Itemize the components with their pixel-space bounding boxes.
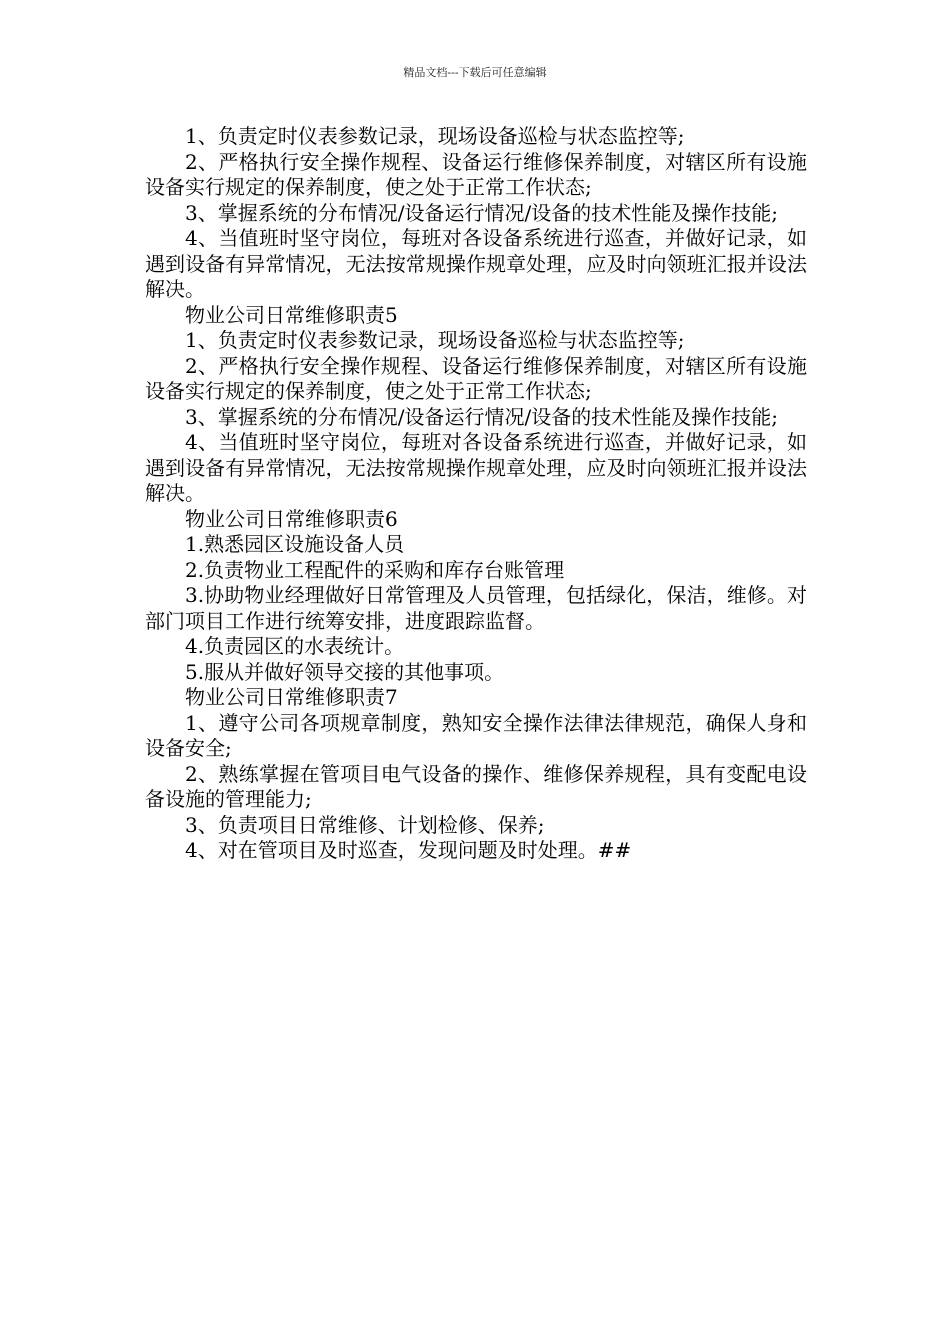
- paragraph-4: 4、当值班时坚守岗位，每班对各设备系统进行巡查，并做好记录，如遇到设备有异常情况，无法按常规操作规章处理，应及时向领班汇报并设法解决。: [145, 226, 807, 301]
- paragraph-2: 2、严格执行安全操作规程、设备运行维修保养制度，对辖区所有设施设备实行规定的保养制度，使之处于正常工作状态;: [145, 149, 807, 199]
- paragraph-3: 3、掌握系统的分布情况/设备运行情况/设备的技术性能及操作技能;: [185, 200, 778, 225]
- paragraph-7-4: 4、对在管项目及时巡查，发现问题及时处理。##: [185, 838, 632, 862]
- paragraph-7-2: 2、熟练掌握在管项目电气设备的操作、维修保养规程，具有变配电设备设施的管理能力;: [145, 761, 807, 811]
- section-heading-7: 物业公司日常维修职责7: [185, 685, 398, 709]
- page-header: 精品文档---下载后可任意编辑: [403, 66, 547, 79]
- paragraph-7-1: 1、遵守公司各项规章制度，熟知安全操作法律法律规范，确保人身和设备安全;: [145, 710, 807, 760]
- paragraph-6-5: 5.服从并做好领导交接的其他事项。: [185, 659, 505, 684]
- section-heading-6: 物业公司日常维修职责6: [185, 506, 398, 531]
- paragraph-7-3: 3、负责项目日常维修、计划检修、保养;: [185, 812, 545, 837]
- section-heading-5: 物业公司日常维修职责5: [185, 302, 398, 327]
- paragraph-5-4: 4、当值班时坚守岗位，每班对各设备系统进行巡查，并做好记录，如遇到设备有异常情况，无法按常规操作规章处理，应及时向领班汇报并设法解决。: [145, 430, 807, 505]
- paragraph-5-1: 1、负责定时仪表参数记录，现场设备巡检与状态监控等;: [185, 328, 685, 352]
- paragraph-6-4: 4.负责园区的水表统计。: [185, 634, 405, 658]
- paragraph-6-3: 3.协助物业经理做好日常管理及人员管理，包括绿化，保洁，维修。对部门项目工作进行统筹安排，进度跟踪监督。: [145, 583, 807, 633]
- paragraph-5-3: 3、掌握系统的分布情况/设备运行情况/设备的技术性能及操作技能;: [185, 404, 778, 429]
- paragraph-6-2: 2.负责物业工程配件的采购和库存台账管理: [185, 557, 565, 582]
- document-body: [145, 124, 807, 864]
- paragraph-1: 1、负责定时仪表参数记录，现场设备巡检与状态监控等;: [185, 124, 685, 148]
- paragraph-5-2: 2、严格执行安全操作规程、设备运行维修保养制度，对辖区所有设施设备实行规定的保养制度，使之处于正常工作状态;: [145, 353, 807, 403]
- paragraph-6-1: 1.熟悉园区设施设备人员: [185, 532, 405, 556]
